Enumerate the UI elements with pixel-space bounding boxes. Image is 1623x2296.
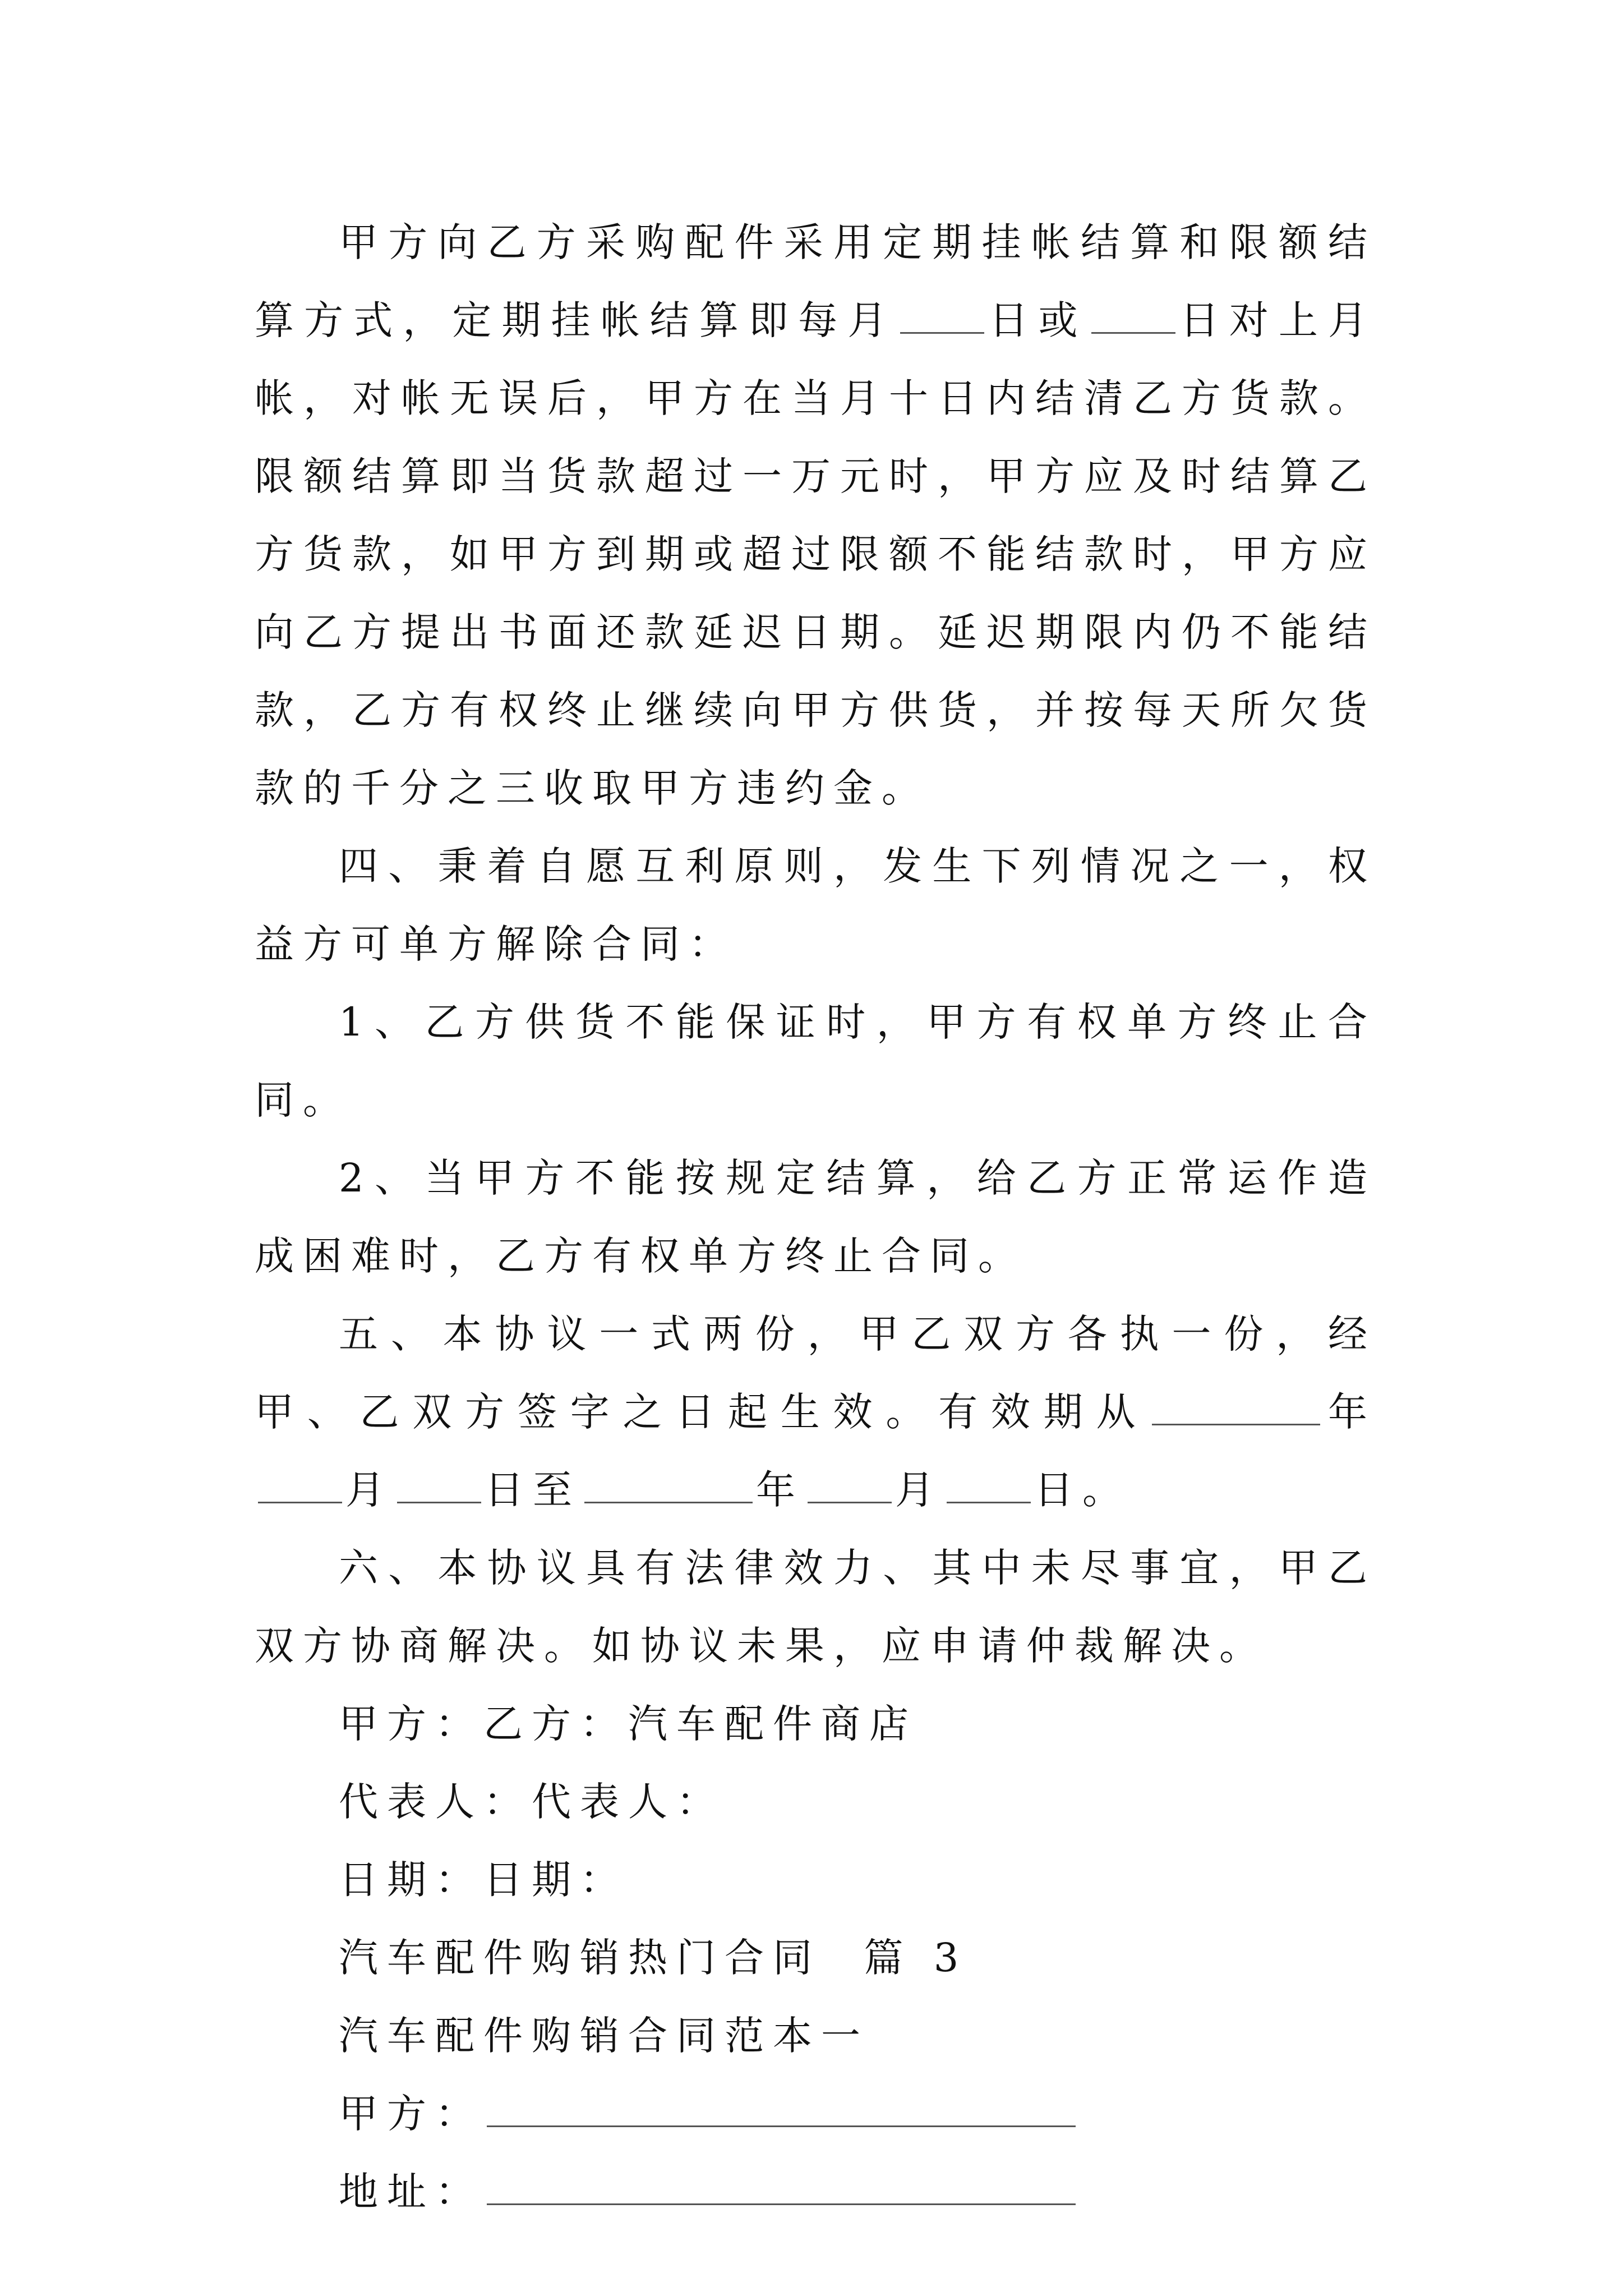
settlement-text-a: 甲方向乙方采购配件采用定期挂帐结算和限额结算方式，定期挂帐结算即每月 [255,219,1376,343]
section-heading-part3: 汽车配件购销热门合同 篇 3 [339,1935,968,1981]
end-month-label: 月 [895,1467,943,1513]
settlement-text-b: 日或 [988,297,1088,343]
settlement-text-c: 日对上月帐，对帐无误后，甲方在当月十日内结清乙方货款。限额结算即当货款超过一万元时，甲方应及时结算乙方货款，如甲方到期或超过限额不能结款时，甲方应向乙方提出书面还款延迟日期。延迟期限内仍不能结款，乙方有权终止继续向甲方供货，并按每天所欠货款的千分之三收取甲方违约金。 [255,297,1377,811]
clause-four-item-1: 1、乙方供货不能保证时，甲方有权单方终止合同。 [255,999,1376,1123]
signature-parties: 甲方：乙方：汽车配件商店 [339,1701,917,1747]
clause-five [255,1295,1376,1529]
signature-dates: 日期：日期： [339,1857,628,1903]
day-blank-2 [1091,297,1175,334]
address-label: 地址： [339,2169,483,2215]
start-month-label: 月 [345,1467,394,1513]
end-month-blank [808,1467,892,1503]
clause-five-text: 五、本协议一式两份，甲乙双方各执一份，经甲、乙双方签字之日起生效。有效期从 [255,1311,1376,1435]
contract-page [255,204,1376,2231]
signature-representatives: 代表人：代表人： [339,1779,725,1825]
day-blank-1 [900,297,984,334]
start-year-blank [1152,1389,1320,1425]
end-year-blank [584,1467,753,1503]
settlement-paragraph [255,204,1376,827]
start-day-blank [397,1467,481,1503]
start-month-blank [258,1467,342,1503]
clause-four: 四、秉着自愿互利原则，发生下列情况之一，权益方可单方解除合同： [255,843,1376,967]
address-blank [487,2169,1076,2205]
clause-six: 六、本协议具有法律效力、其中未尽事宜，甲乙双方协商解决。如协议未果，应申请仲裁解决。 [255,1545,1376,1669]
party-a-label: 甲方： [339,2091,483,2137]
address-field [255,2153,1376,2231]
end-day-blank [947,1467,1031,1503]
end-day-label: 日。 [1034,1467,1131,1513]
contract-sample-title: 汽车配件购销合同范本一 [339,2013,869,2059]
party-a-blank [487,2091,1076,2127]
start-year-label: 年 [1324,1389,1377,1435]
party-a-field [255,2075,1376,2153]
start-day-label: 日至 [485,1467,581,1513]
clause-four-item-2: 2、当甲方不能按规定结算，给乙方正常运作造成困难时，乙方有权单方终止合同。 [255,1155,1376,1279]
end-year-label: 年 [756,1467,804,1513]
